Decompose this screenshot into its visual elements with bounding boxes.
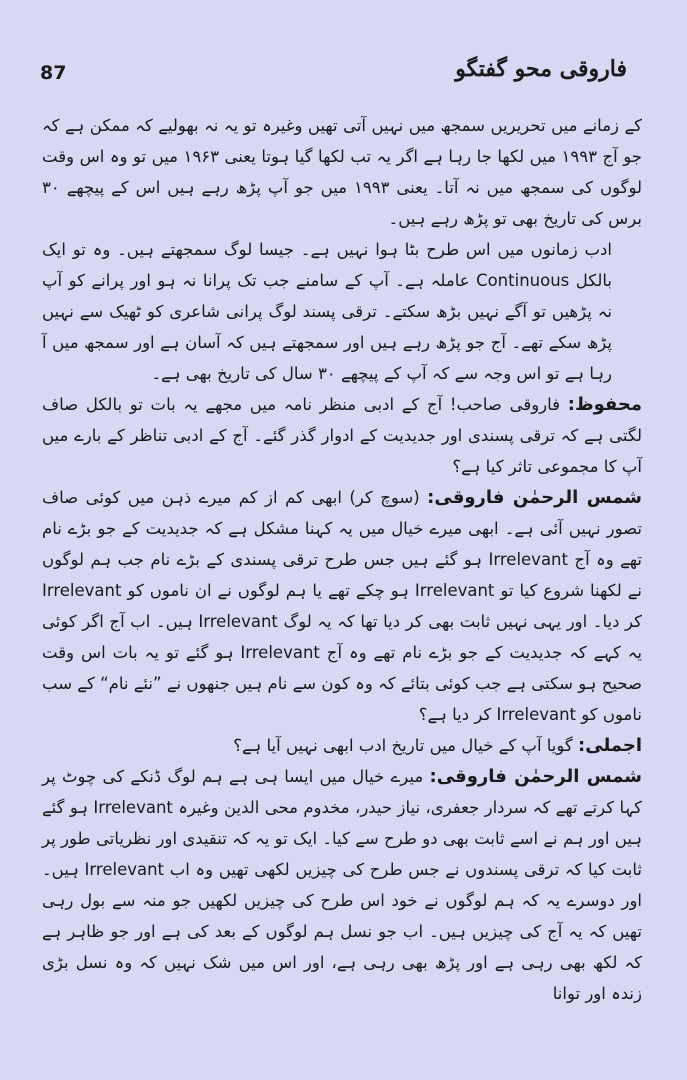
paragraph-6-text: میرے خیال میں ایسا ہی ہے ہم لوگ ڈنکے کی چوٹ پر کہا کرتے تھے کہ سردار جعفری، نیاز حیدر، مخدوم محی الدین وغیرہ Irrelevant ہو گئے ہیں اور ہم نے اسے ثابت بھی دو طرح سے کیا۔ ایک تو یہ کہ تنقیدی اور نظریاتی طور پر ثابت کیا کہ ترقی پسندوں نے جس طرح کی چیزیں لکھی تھیں وہ اب Irrelevant ہیں۔ اور دوسرے یہ کہ ہم لوگوں نے خود اس طرح کی چیزیں لکھیں جو منہ سے بول رہی تھیں کہ یہ آج کی چیزیں ہیں۔ اب جو نسل ہم لوگوں کے بعد کی ہے اور جو ظاہر ہے کہ لکھ بھی رہی ہے اور پڑھ بھی رہی ہے، اور اس میں شک نہیں کہ وہ نسل بڑی زندہ اور توانا bbox=[42, 767, 643, 1003]
speaker-name: اجملی: bbox=[578, 735, 642, 756]
paragraph-6 bbox=[42, 761, 642, 1009]
page-header bbox=[40, 52, 627, 92]
speaker-name: محفوظ: bbox=[567, 394, 642, 415]
paragraph-3-text: فاروقی صاحب! آج کے ادبی منظر نامہ میں مجھے یہ بات تو بالکل صاف لگتی ہے کہ ترقی پسندی اور جدیدیت کے ادوار گذر گئے۔ آج کے ادبی تناظر کے بارے میں آپ کا مجموعی تاثر کیا ہے؟ bbox=[42, 395, 642, 476]
paragraph-4-text: (سوچ کر) ابھی کم از کم میرے ذہن میں کوئی صاف تصور نہیں آئی ہے۔ ابھی میرے خیال میں یہ کہنا مشکل ہے کہ جدیدیت کے جو بڑے نام تھے وہ آج Irrelevant ہو گئے ہیں جس طرح ترقی پسندی کے بڑے نام جب ہم لوگوں نے لکھنا شروع کیا تو Irrelevant ہو چکے تھے یا ہم لوگوں نے ان ناموں کو Irrelevant کر دیا۔ اور یہی نہیں ثابت بھی کر دیا تھا کہ یہ لوگ Irrelevant ہیں۔ اب آج اگر کوئی یہ کہے کہ جدیدیت کے جو بڑے نام تھے وہ آج Irrelevant ہو گئے تو یہ بات اس وقت صحیح ہو سکتی ہے جب کوئی بتائے کہ وہ کون سے نام ہیں جنھوں نے ”نئے نام“ کے سب ناموں کو Irrelevant کر دیا ہے؟ bbox=[42, 488, 642, 724]
paragraph-3 bbox=[42, 389, 642, 482]
paragraph-1 bbox=[42, 110, 642, 234]
paragraph-4 bbox=[42, 482, 642, 730]
paragraph-2-text: ادب زمانوں میں اس طرح بٹا ہوا نہیں ہے۔ جیسا لوگ سمجھتے ہیں۔ وہ تو ایک بالکل Continuous عاملہ ہے۔ آپ کے سامنے جب تک پرانا نہ ہو اور پرانے کو آپ نہ پڑھیں تو آگے نہیں بڑھ سکتے۔ ترقی پسند لوگ پرانی شاعری کو ٹھیک سے نہیں پڑھ سکے تھے۔ آج جو پڑھ رہے ہیں اور سمجھتے ہیں کہ آسان ہے اور سمجھ میں آ رہا ہے تو اس وجہ سے کہ آپ کے پیچھے ۳۰ سال کی تاریخ بھی ہے۔ bbox=[42, 240, 612, 383]
speaker-name: شمس الرحمٰن فاروقی: bbox=[429, 766, 642, 787]
paragraph-2 bbox=[42, 234, 642, 389]
paragraph-1-text: کے زمانے میں تحریریں سمجھ میں نہیں آتی تھیں وغیرہ تو یہ نہ بھولیے کہ ممکن ہے کہ جو آج ۱۹۹۳ میں لکھا جا رہا ہے اگر یہ تب لکھا گیا ہوتا یعنی ۱۹۶۳ میں تو وہ اس وقت لوگوں کی سمجھ میں نہ آتا۔ یعنی ۱۹۹۳ میں جو آپ پڑھ رہے ہیں اس کے پیچھے ۳۰ برس کی تاریخ بھی تو پڑھ رہے ہیں۔ bbox=[42, 116, 643, 228]
paragraph-5-text: گویا آپ کے خیال میں تاریخ ادب ابھی نہیں آیا ہے؟ bbox=[233, 736, 573, 755]
page-body bbox=[42, 110, 642, 1009]
speaker-name: شمس الرحمٰن فاروقی: bbox=[427, 487, 643, 508]
paragraph-5 bbox=[42, 730, 642, 761]
running-title: فاروقی محو گفتگو bbox=[455, 56, 627, 82]
page-number: 87 bbox=[40, 62, 67, 84]
